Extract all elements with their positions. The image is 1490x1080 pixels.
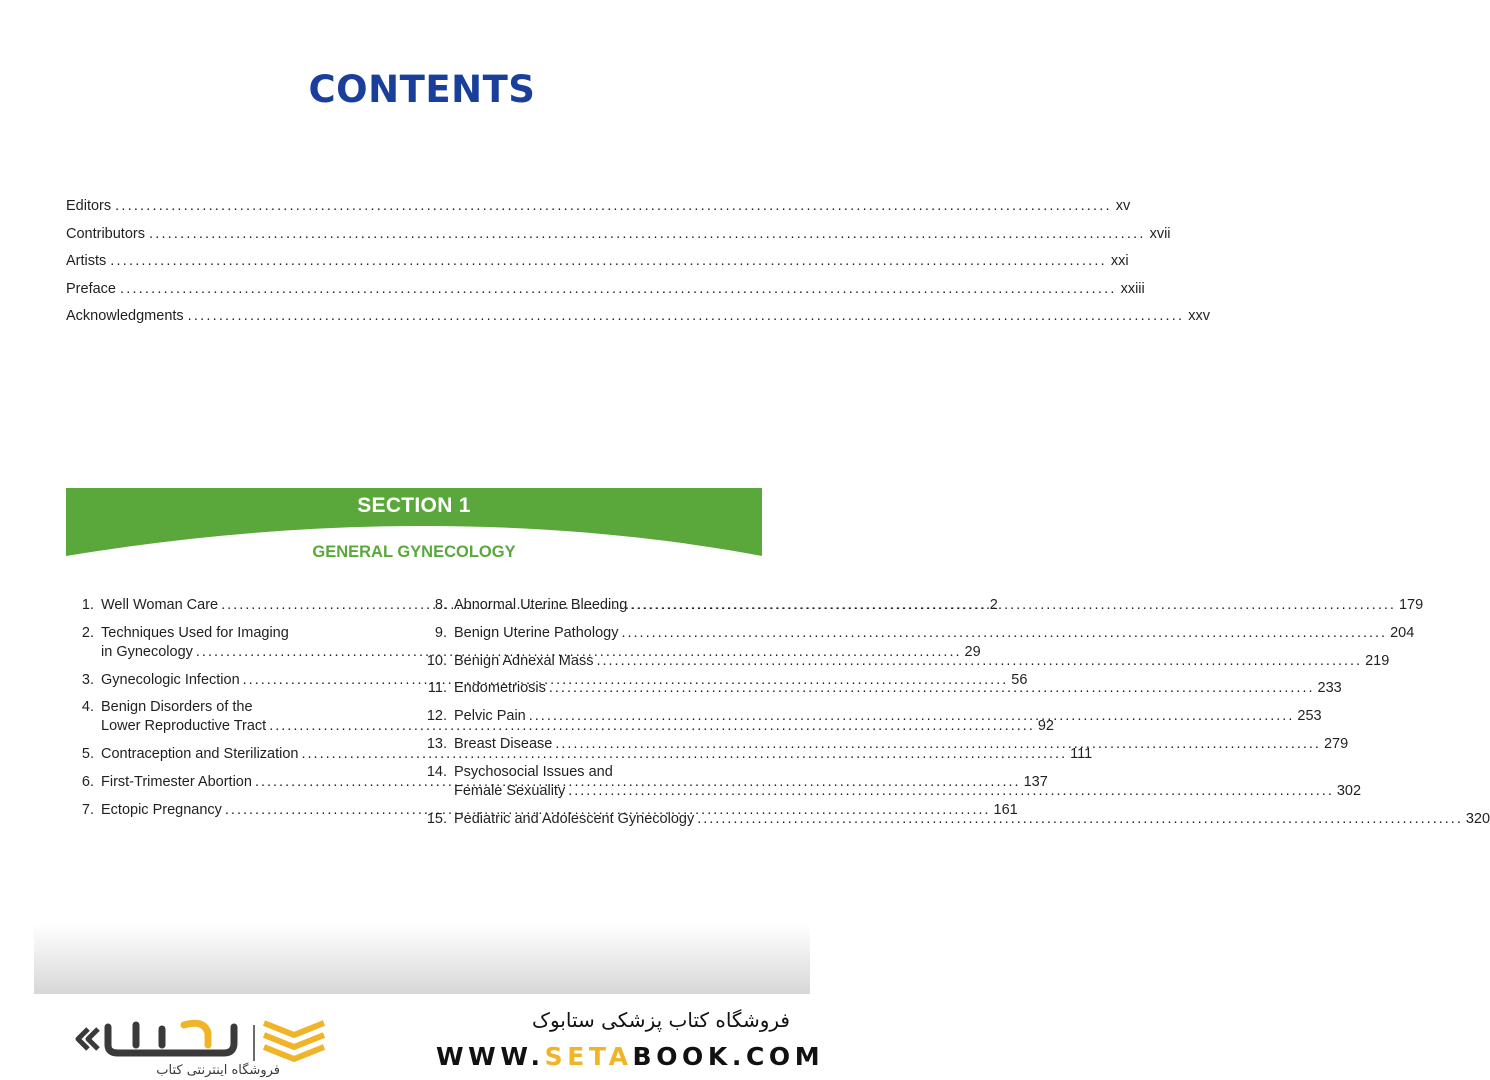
dot-leader — [188, 306, 1185, 326]
dot-leader — [697, 810, 1463, 829]
logo-subtitle: فروشگاه اینترنتی کتاب — [156, 1063, 280, 1078]
chapter-page: 56 — [1011, 671, 1028, 688]
chapter-title: Well Woman Care — [101, 597, 219, 613]
chapter-page: 253 — [1297, 708, 1322, 725]
dot-leader — [549, 679, 1315, 698]
chapter-title-line1: Benign Disorders of the — [101, 699, 253, 716]
front-matter-page: xv — [1115, 198, 1131, 214]
chapter-page: 161 — [993, 801, 1018, 818]
chapter-number: 2. — [81, 624, 94, 641]
setabook-logo[interactable] — [74, 1015, 344, 1077]
setabook-logo-mark — [74, 1015, 344, 1065]
dot-leader — [120, 279, 1117, 299]
page-title: CONTENTS — [308, 68, 536, 111]
chapter-number: 9. — [434, 624, 447, 641]
front-matter-item[interactable] — [66, 279, 1145, 307]
chapter-number: 13. — [426, 735, 447, 752]
chapter-page: 111 — [1070, 746, 1093, 763]
chapter-number: 12. — [426, 708, 447, 725]
front-matter-item[interactable] — [66, 306, 1210, 334]
dot-leader — [149, 224, 1146, 244]
chapter-page: 233 — [1317, 680, 1342, 697]
store-name: فروشگاه کتاب پزشکی ستابوک — [532, 1008, 790, 1032]
chapter-number: 5. — [81, 746, 94, 763]
dot-leader — [555, 735, 1321, 754]
url-part-1: WWW. — [436, 1042, 545, 1071]
dot-leader — [115, 196, 1112, 216]
front-matter-label: Artists — [66, 253, 107, 270]
section-label: SECTION 1 — [357, 494, 471, 517]
chapter-title: Benign Uterine Pathology — [454, 624, 619, 641]
chapter-entry[interactable] — [423, 624, 1415, 643]
dot-leader — [596, 652, 1362, 671]
front-matter-page: xvii — [1149, 225, 1171, 242]
page-bottom-shadow — [34, 924, 810, 994]
chapter-title: Pediatric and Adolescent Gynecology — [454, 810, 695, 827]
chapter-title: First-Trimester Abortion — [101, 773, 252, 790]
chapter-number: 8. — [434, 597, 447, 613]
dot-leader — [621, 624, 1387, 643]
chapter-entry[interactable] — [66, 745, 1093, 764]
url-part-2: BOOK.COM — [632, 1042, 825, 1071]
front-matter-label: Acknowledgments — [66, 308, 184, 325]
url-highlight: SETA — [544, 1042, 633, 1071]
store-url-link[interactable] — [436, 1042, 825, 1071]
chapter-entry[interactable] — [423, 735, 1349, 754]
front-matter-item[interactable] — [66, 196, 1131, 224]
chapter-page: 29 — [964, 643, 981, 660]
chapter-entry[interactable] — [423, 707, 1322, 726]
chapter-title: in Gynecology — [101, 643, 193, 660]
chapter-number: 4. — [81, 699, 94, 716]
chapter-page: 179 — [1398, 597, 1424, 613]
front-matter-label: Editors — [66, 198, 112, 214]
chapter-title: Abnormal Uterine Bleeding — [454, 597, 628, 613]
chapter-page: 2 — [989, 597, 998, 613]
chapter-title: Gynecologic Infection — [101, 671, 240, 688]
chapter-title-line1: Psychosocial Issues and — [454, 763, 613, 780]
front-matter-page: xxiii — [1120, 280, 1145, 297]
chapter-entry[interactable] — [423, 596, 1424, 615]
chapter-number: 15. — [426, 810, 447, 827]
front-matter-label: Preface — [66, 280, 116, 297]
chapter-entry[interactable] — [423, 652, 1390, 671]
front-matter-page: xxv — [1188, 308, 1210, 325]
dot-leader — [529, 707, 1295, 726]
chapter-title: Contraception and Sterilization — [101, 746, 299, 763]
chapter-page: 320 — [1465, 810, 1490, 827]
chapter-entry[interactable] — [423, 810, 1490, 829]
chapter-number: 3. — [81, 671, 94, 688]
chapter-title: Ectopic Pregnancy — [101, 801, 222, 818]
chapter-title: Lower Reproductive Tract — [101, 718, 267, 735]
chapter-title-line1: Techniques Used for Imaging — [101, 624, 289, 641]
front-matter-list — [66, 196, 1210, 334]
chapter-title: Pelvic Pain — [454, 708, 526, 725]
chapter-page: 279 — [1323, 735, 1349, 752]
chapter-number: 11. — [427, 680, 447, 697]
front-matter-label: Contributors — [66, 225, 145, 242]
chapter-page: 137 — [1023, 773, 1048, 790]
chapter-title: Benign Adnexal Mass — [454, 652, 594, 669]
front-matter-item[interactable] — [66, 224, 1171, 252]
chapter-number: 10. — [426, 652, 447, 669]
dot-leader — [568, 782, 1334, 801]
chapter-title: Female Sexuality — [454, 782, 566, 799]
chapter-page: 219 — [1365, 652, 1390, 669]
chapter-number: 14. — [426, 763, 447, 780]
chapter-title: Breast Disease — [454, 735, 553, 752]
chapter-number: 7. — [81, 801, 94, 818]
section-subtitle: GENERAL GYNECOLOGY — [312, 543, 516, 561]
chapter-number: 6. — [81, 773, 94, 790]
chapter-page: 204 — [1390, 624, 1415, 641]
chapter-page: 302 — [1336, 782, 1362, 799]
dot-leader — [110, 251, 1107, 271]
chapter-page: 92 — [1037, 718, 1054, 735]
dot-leader — [630, 596, 1396, 615]
chapter-number: 1. — [81, 597, 94, 613]
front-matter-page: xxi — [1110, 253, 1129, 270]
chapter-title: Endometriosis — [454, 680, 546, 697]
front-matter-item[interactable] — [66, 251, 1129, 279]
